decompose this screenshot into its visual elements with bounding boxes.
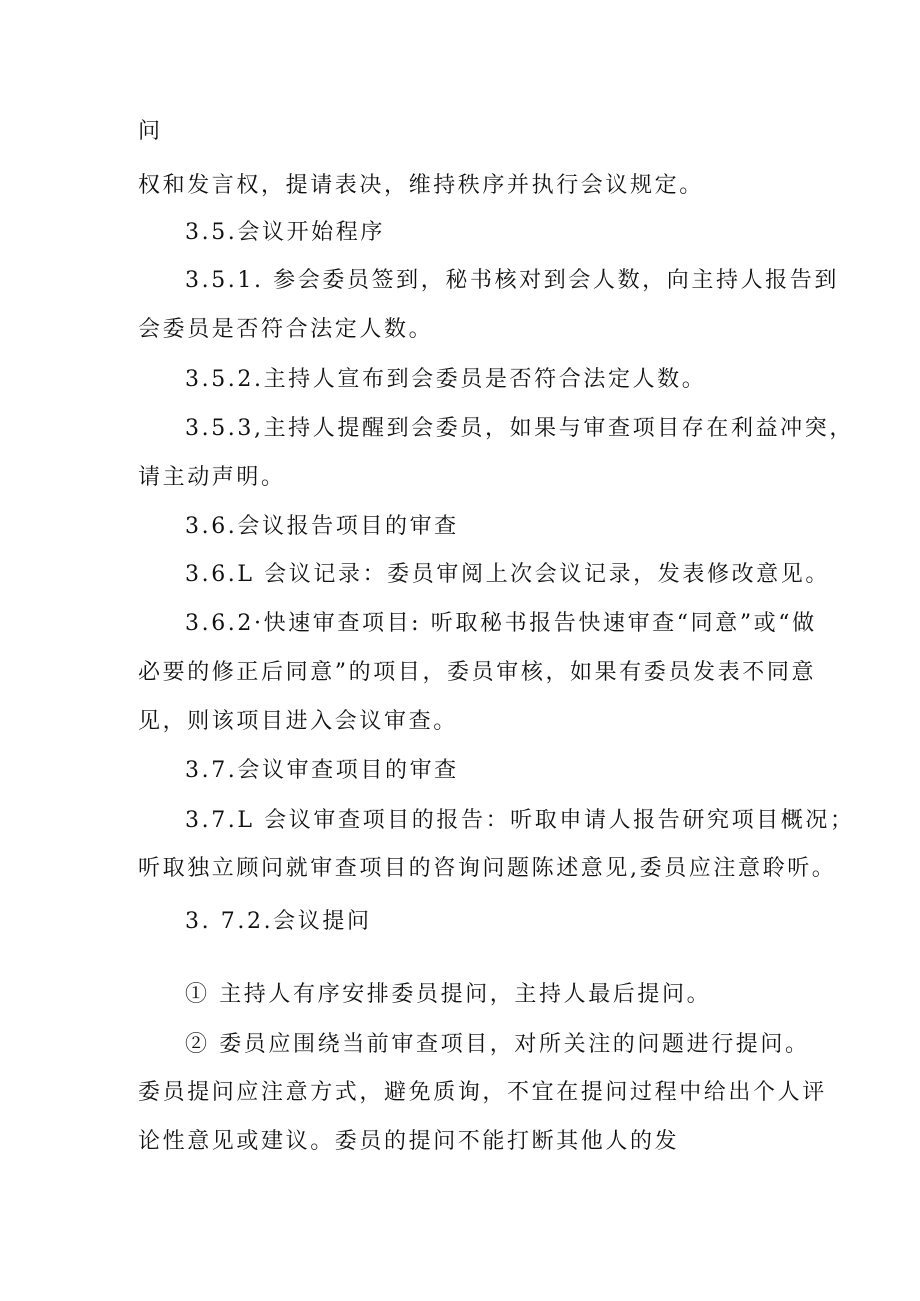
list-item-1: ① 主持人有序安排委员提问，主持人最后提问。: [185, 982, 712, 1007]
text-line-15: 3.7.L 会议审查项目的报告：听取申请人报告研究项目概况；: [185, 808, 855, 833]
text-line-20: 委员提问应注意方式，避免质询，不宜在提问过程中给出个人评: [138, 1080, 827, 1105]
text-line-11: 3.6.2·快速审查项目: 听取秘书报告快速审查“同意”或“做: [185, 611, 817, 636]
subsection-heading-3-7-2: 3. 7.2.会议提问: [185, 909, 372, 934]
section-heading-3-5: 3.5.会议开始程序: [185, 220, 385, 245]
section-heading-3-6: 3.6.会议报告项目的审查: [185, 514, 459, 539]
list-item-2: ② 委员应围绕当前审查项目，对所关注的问题进行提问。: [185, 1032, 810, 1057]
text-line-6: 3.5.2.主持人宣布到会委员是否符合法定人数。: [185, 367, 707, 392]
text-line-1: 问: [138, 119, 163, 144]
text-line-4: 3.5.1. 参会委员签到，秘书核对到会人数，向主持人报告到: [185, 268, 839, 293]
text-line-5: 会委员是否符合法定人数。: [138, 317, 434, 342]
text-line-13: 见，则该项目进入会议审查。: [138, 709, 458, 734]
text-line-21: 论性意见或建议。委员的提问不能打断其他人的发: [138, 1129, 680, 1154]
text-line-8: 请主动声明。: [138, 465, 286, 490]
text-line-10: 3.6.L 会议记录：委员审阅上次会议记录，发表修改意见。: [185, 562, 830, 587]
section-heading-3-7: 3.7.会议审查项目的审查: [185, 758, 459, 783]
text-line-16: 听取独立顾问就审查项目的咨询问题陈述意见,委员应注意聆听。: [138, 856, 837, 881]
text-line-7: 3.5.3,主持人提醒到会委员，如果与审查项目存在利益冲突，: [185, 416, 854, 441]
text-line-12: 必要的修正后同意”的项目，委员审核，如果有委员发表不同意: [138, 660, 817, 685]
text-line-2: 权和发言权，提请表决，维持秩序并执行会议规定。: [138, 173, 704, 198]
